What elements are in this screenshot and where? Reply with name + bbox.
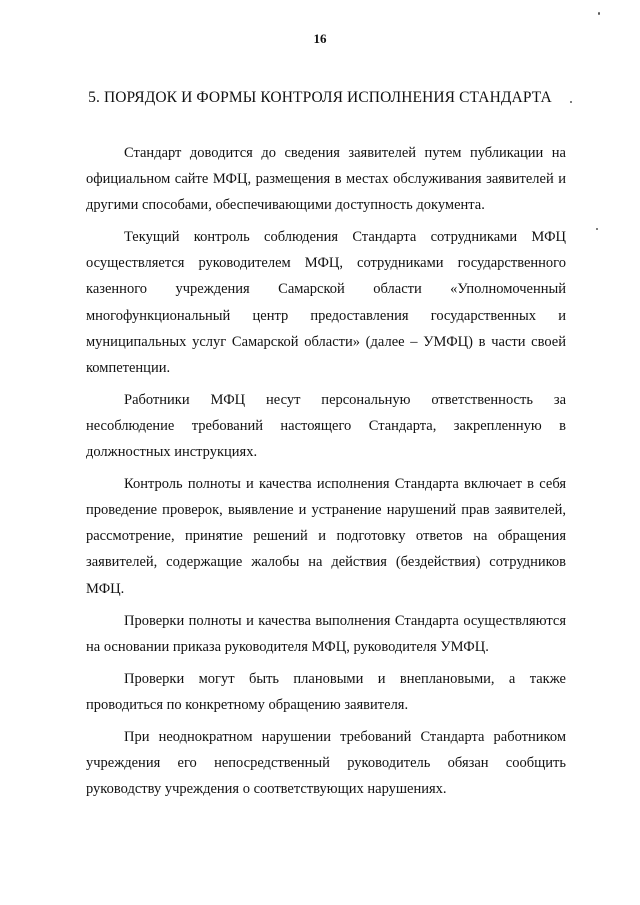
paragraph: Работники МФЦ несут персональную ответственность за несоблюдение требований настоящего Стандарта, закрепленную в должностных инструкциях.	[86, 391, 566, 461]
paragraph: Текущий контроль соблюдения Стандарта сотрудниками МФЦ осуществляется руководителем МФЦ, сотрудниками государственного казенного учреждения Самарской области «Уполномоченный многофункциональный центр предоставления государственных и муниципальных услуг Самарской области» (далее – УМФЦ) в части своей компетенции.	[86, 229, 566, 376]
scan-speck	[596, 228, 598, 230]
paragraph: Контроль полноты и качества исполнения Стандарта включает в себя проведение проверок, выявление и устранение нарушений прав заявителей, рассмотрение, принятие решений и подготовку ответов на обращения заявителей, содержащие жалобы на действия (бездействия) сотрудников МФЦ.	[86, 476, 566, 597]
paragraph: Проверки могут быть плановыми и внеплановыми, а также проводиться по конкретному обращению заявителя.	[86, 670, 566, 713]
paragraph: Проверки полноты и качества выполнения Стандарта осуществляются на основании приказа руководителя МФЦ, руководителя УМФЦ.	[86, 612, 566, 655]
scan-speck	[570, 101, 572, 103]
paragraph: Стандарт доводится до сведения заявителей путем публикации на официальном сайте МФЦ, размещения в местах обслуживания заявителей и другими способами, обеспечивающими доступность документа.	[86, 145, 566, 214]
paragraph: При неоднократном нарушении требований Стандарта работником учреждения его непосредственный руководитель обязан сообщить руководству учреждения о соответствующих нарушениях.	[86, 728, 566, 798]
page-number: 16	[313, 31, 327, 46]
section-heading: 5. ПОРЯДОК И ФОРМЫ КОНТРОЛЯ ИСПОЛНЕНИЯ СТАНДАРТА	[88, 89, 552, 106]
document-body	[86, 140, 566, 808]
scan-speck	[598, 12, 600, 15]
